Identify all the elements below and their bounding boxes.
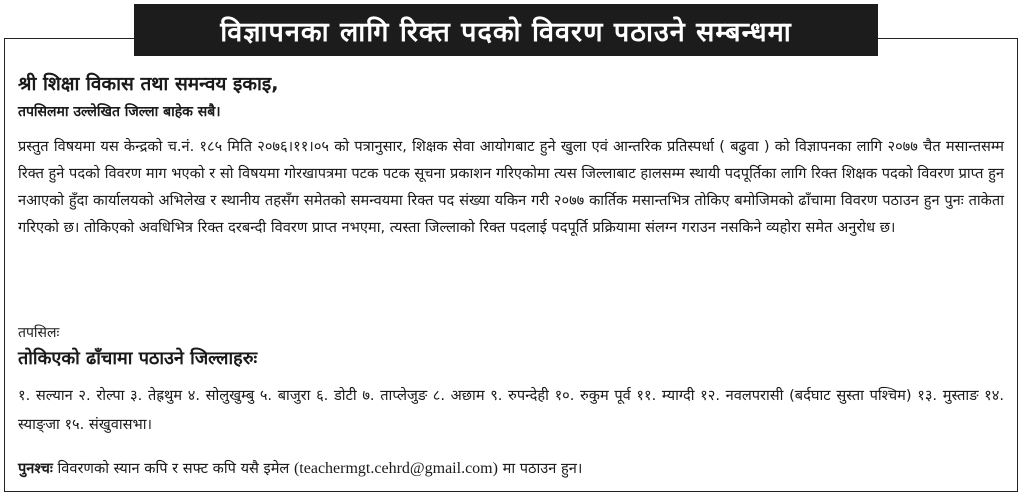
district-list-heading: तोकिएको ढाँचामा पठाउने जिल्लाहरुः bbox=[18, 348, 258, 369]
district-list: १. सल्यान २. रोल्पा ३. तेह्रथुम ४. सोलुखुम्बु ५. बाजुरा ६. डोटी ७. ताप्लेजुङ ८. अछाम ९. रुपन्देही १०. रुकुम पूर्व ११. म्याग्दी १२. नवलपरासी (बर्दघाट सुस्ता पश्चिम) १३. मुस्ताङ १४. स्याङ्जा १५. संखुवासभा। bbox=[18, 387, 1004, 433]
addressee: श्री शिक्षा विकास तथा समन्वय इकाइ, bbox=[18, 73, 279, 95]
postscript-text-after: मा पठाउन हुन। bbox=[502, 460, 583, 477]
tapasil-label: तपसिलः bbox=[18, 325, 60, 341]
postscript-text-before: विवरणको स्यान कपि र सफ्ट कपि यसै इमेल bbox=[57, 460, 290, 477]
notice-body-paragraph: प्रस्तुत विषयमा यस केन्द्रको च.नं. १८५ मिति २०७६।११।०५ को पत्रानुसार, शिक्षक सेवा आयोगबाट हुने खुला एवं आन्तरिक प्रतिस्पर्धा ( बढुवा ) को विज्ञापनका लागि २०७७ चैत मसान्तसम्म रिक्त हुने पदको विवरण माग भएको र सो विषयमा गोरखापत्रमा पटक पटक सूचना प्रकाशन गरिएकोमा त्यस जिल्लाबाट हालसम्म स्थायी पदपूर्तिका लागि रिक्त शिक्षक पदको विवरण प्राप्त हुन नआएको हुँदा कार्यालयको अभिलेख र स्थानीय तहसँग समेतको समन्वयमा रिक्त पद संख्या यकिन गरी २०७७ कार्तिक मसान्तभित्र तोकिए बमोजिमको ढाँचामा विवरण पठाउन हुन पुनः ताकेता गरिएको छ। तोकिएको अवधिभित्र रिक्त दरबन्दी विवरण प्राप्त नभएमा, त्यस्ता जिल्लाको रिक्त पदलाई पदपूर्ति प्रक्रियामा संलग्न गराउन नसकिने व्यहोरा समेत अनुरोध छ। bbox=[18, 138, 1004, 236]
postscript-label: पुनश्चः bbox=[18, 460, 53, 477]
notice-title: विज्ञापनका लागि रिक्त पदको विवरण पठाउने सम्बन्धमा bbox=[134, 4, 878, 56]
addressee-subtitle: तपसिलमा उल्लेखित जिल्ला बाहेक सबै। bbox=[18, 104, 221, 120]
postscript bbox=[18, 458, 582, 478]
contact-email: (teachermgt.cehrd@gmail.com) bbox=[293, 460, 498, 477]
